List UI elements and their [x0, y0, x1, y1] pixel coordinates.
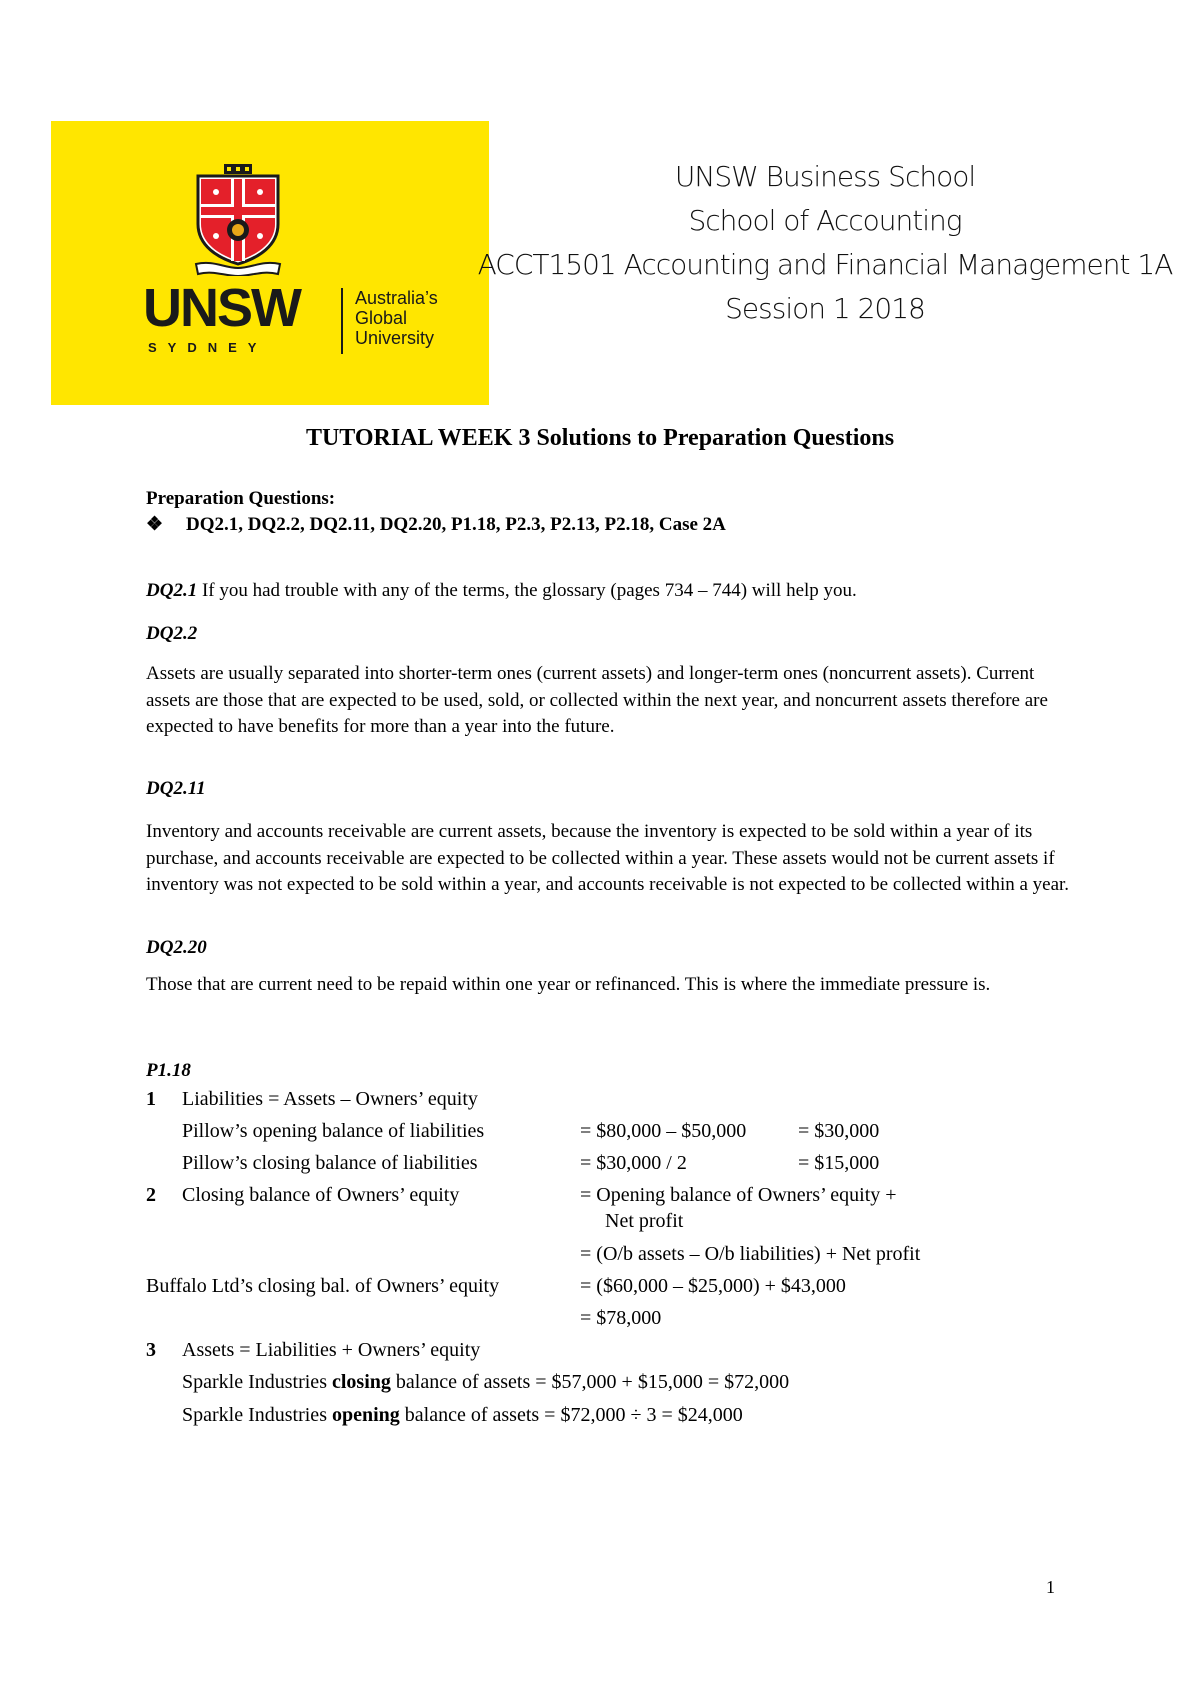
- p118-part1-line2-result: = $30,000: [798, 1120, 880, 1142]
- p118-part1-line1: Liabilities = Assets – Owners’ equity: [182, 1088, 478, 1110]
- p118-part2-line1-label: Closing balance of Owners’ equity: [182, 1184, 460, 1206]
- p118-part1-line3-label: Pillow’s closing balance of liabilities: [182, 1152, 478, 1174]
- p118-part3-line2-post: balance of assets = $57,000 + $15,000 = $72,000: [390, 1371, 790, 1393]
- p118-part3-line2-pre: Sparkle Industries: [182, 1371, 332, 1393]
- p118-part1-line3-result: = $15,000: [798, 1152, 880, 1174]
- logo-divider: [341, 288, 343, 354]
- dq220-text: Those that are current need to be repaid within one year or refinanced. This is where the immediate pressure is.: [146, 974, 991, 995]
- dq21-text: If you had trouble with any of the terms, the glossary (pages 734 – 744) will help you.: [197, 580, 857, 601]
- unsw-wordmark: UNSW: [143, 278, 300, 338]
- p118-part2-line1-cont: Net profit: [605, 1210, 684, 1232]
- p118-part2-line1-calc: = Opening balance of Owners’ equity +: [580, 1184, 897, 1206]
- p118-part2-line4-calc: = $78,000: [580, 1307, 662, 1329]
- session-name: Session 1 2018: [725, 292, 925, 325]
- p118-part2-line3-calc: = ($60,000 – $25,000) + $43,000: [580, 1275, 846, 1297]
- unsw-logo: [51, 121, 489, 405]
- dq211-text: Inventory and accounts receivable are current assets, because the inventory is expected to be sold within a year of its purchase, and accounts receivable are expected to be collected within a year. These assets would not be current assets if inventory was not expected to be sold within a year, and accounts receivable is not expected to be collected within a year.: [146, 821, 1070, 895]
- page-title: TUTORIAL WEEK 3 Solutions to Preparation Questions: [305, 425, 895, 451]
- p118-part1-number: 1: [146, 1088, 156, 1110]
- dq211-label: DQ2.11: [146, 778, 206, 799]
- course-name: ACCT1501 Accounting and Financial Management 1A: [477, 248, 1173, 281]
- dq22-text: Assets are usually separated into shorter-term ones (current assets) and longer-term ones (noncurrent assets). Current assets are those that are expected to be used, sold, or collected within the next year, and noncurrent assets therefore are expected to have benefits for more than a year into the future.: [146, 663, 1048, 737]
- p118-part3-line3: [182, 1399, 743, 1431]
- dq21-label: DQ2.1: [146, 580, 198, 601]
- p118-label: P1.18: [146, 1060, 191, 1081]
- unsw-crest-icon: [194, 164, 282, 276]
- p118-part2-number: 2: [146, 1184, 156, 1206]
- p118-part1-line2-calc: = $80,000 – $50,000: [580, 1120, 747, 1142]
- tagline-line-2: Global: [355, 308, 408, 328]
- p118-part1-line2-label: Pillow’s opening balance of liabilities: [182, 1120, 485, 1142]
- p118-part2-line3-label: Buffalo Ltd’s closing bal. of Owners’ equity: [146, 1275, 500, 1297]
- tagline-line-3: University: [355, 328, 435, 348]
- dq21-line: [146, 577, 857, 604]
- p118-part3-line3-pre: Sparkle Industries: [182, 1404, 332, 1426]
- p118-part2-line2-calc: = (O/b assets – O/b liabilities) + Net profit: [580, 1243, 921, 1265]
- logo-tagline: [355, 288, 438, 348]
- school-name: UNSW Business School: [674, 160, 976, 193]
- p118-part3-line1: Assets = Liabilities + Owners’ equity: [182, 1339, 481, 1361]
- department-name: School of Accounting: [688, 204, 962, 237]
- p118-part3-line2: [182, 1366, 789, 1398]
- sydney-wordmark: SYDNEY: [148, 340, 268, 355]
- p118-part3-line3-bold: opening: [331, 1404, 400, 1426]
- p118-part3-line2-bold: closing: [331, 1371, 391, 1393]
- dq22-label: DQ2.2: [146, 623, 198, 644]
- prep-bullet-icon: ❖: [146, 514, 164, 535]
- tagline-line-1: Australia’s: [355, 288, 438, 308]
- p118-part3-number: 3: [146, 1339, 156, 1361]
- p118-part1-line3-calc: = $30,000 / 2: [580, 1152, 687, 1174]
- page-number: 1: [1046, 1577, 1055, 1597]
- prep-heading: Preparation Questions:: [146, 488, 336, 509]
- p118-part3-line3-post: balance of assets = $72,000 ÷ 3 = $24,000: [399, 1404, 743, 1426]
- prep-list: DQ2.1, DQ2.2, DQ2.11, DQ2.20, P1.18, P2.3, P2.13, P2.18, Case 2A: [186, 514, 726, 535]
- document-header: [470, 155, 1180, 331]
- dq220-label: DQ2.20: [146, 937, 207, 958]
